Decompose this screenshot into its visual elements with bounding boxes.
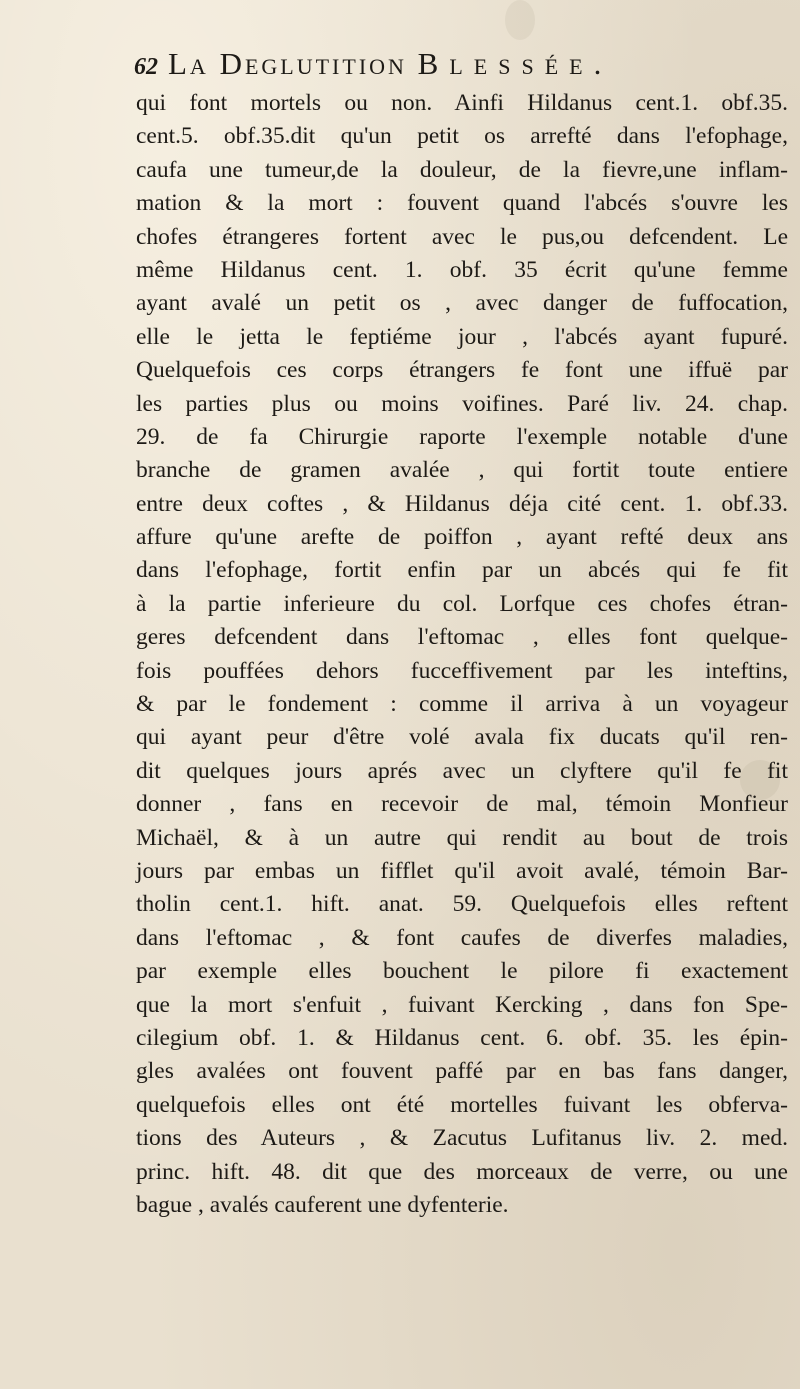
text-line: même Hildanus cent. 1. obf. 35 écrit qu'une femme <box>136 256 788 283</box>
text-line: 29. de fa Chirurgie raporte l'exemple notable d'une <box>136 423 788 450</box>
text-line: princ. hift. 48. dit que des morceaux de verre, ou une <box>136 1158 788 1185</box>
text-line: affure qu'une arefte de poiffon , ayant refté deux ans <box>136 524 788 551</box>
text-line: à la partie inferieure du col. Lorfque ces chofes étran- <box>136 590 788 617</box>
text-line: qui ayant peur d'être volé avala fix ducats qu'il ren- <box>136 724 788 751</box>
text-line: donner , fans en recevoir de mal, témoin Monfieur <box>136 791 788 818</box>
text-line: cent.5. obf.35.dit qu'un petit os arrefté dans l'efophage, <box>136 123 788 150</box>
text-line: mation & la mort : fouvent quand l'abcés s'ouvre les <box>136 190 788 217</box>
text-line: les parties plus ou moins voifines. Paré liv. 24. chap. <box>136 390 788 417</box>
text-line: que la mort s'enfuit , fuivant Kercking , dans fon Spe- <box>136 991 788 1018</box>
text-line: elle le jetta le feptiéme jour , l'abcés ayant fupuré. <box>136 323 788 350</box>
text-line: chofes étrangeres fortent avec le pus,ou defcendent. Le <box>136 223 788 250</box>
text-line: branche de gramen avalée , qui fortit toute entiere <box>136 457 788 484</box>
text-line: & par le fondement : comme il arriva à un voyageur <box>136 691 788 718</box>
text-line: fois pouffées dehors fucceffivement par les inteftins, <box>136 657 788 684</box>
text-line: ayant avalé un petit os , avec danger de fuffocation, <box>136 290 788 317</box>
paper-stain <box>505 0 535 40</box>
text-line: dans l'efophage, fortit enfin par un abcés qui fe fit <box>136 557 788 584</box>
text-line: Michaël, & à un autre qui rendit au bout de trois <box>136 824 788 851</box>
text-line: gles avalées ont fouvent paffé par en bas fans danger, <box>136 1058 788 1085</box>
text-line: caufa une tumeur,de la douleur, de la fievre,une inflam- <box>136 156 788 183</box>
text-line: tholin cent.1. hift. anat. 59. Quelquefois elles reftent <box>136 891 788 918</box>
running-title-part1: La Deglutition <box>168 46 407 81</box>
text-line: tions des Auteurs , & Zacutus Lufitanus liv. 2. med. <box>136 1125 788 1152</box>
text-line: quelquefois elles ont été mortelles fuivant les obferva- <box>136 1091 788 1118</box>
text-line: bague , avalés cauferent une dyfenterie. <box>136 1191 509 1218</box>
text-line: entre deux coftes , & Hildanus déja cité cent. 1. obf.33. <box>136 490 788 517</box>
running-head <box>134 44 774 84</box>
text-line: geres defcendent dans l'eftomac , elles font quelque- <box>136 624 788 651</box>
body-text <box>136 87 788 1222</box>
page-number: 62 <box>134 54 158 80</box>
text-line: dans l'eftomac , & font caufes de diverfes maladies, <box>136 924 788 951</box>
running-title-part2: Blessée. <box>417 46 613 81</box>
text-line: par exemple elles bouchent le pilore fi exactement <box>136 958 788 985</box>
text-line: qui font mortels ou non. Ainfi Hildanus cent.1. obf.35. <box>136 90 788 116</box>
text-line: Quelquefois ces corps étrangers fe font une iffuë par <box>136 357 788 384</box>
text-line: jours par embas un fifflet qu'il avoit avalé, témoin Bar- <box>136 857 788 884</box>
text-line: cilegium obf. 1. & Hildanus cent. 6. obf. 35. les épin- <box>136 1024 788 1051</box>
text-line: dit quelques jours aprés avec un clyftere qu'il fe fit <box>136 757 788 784</box>
